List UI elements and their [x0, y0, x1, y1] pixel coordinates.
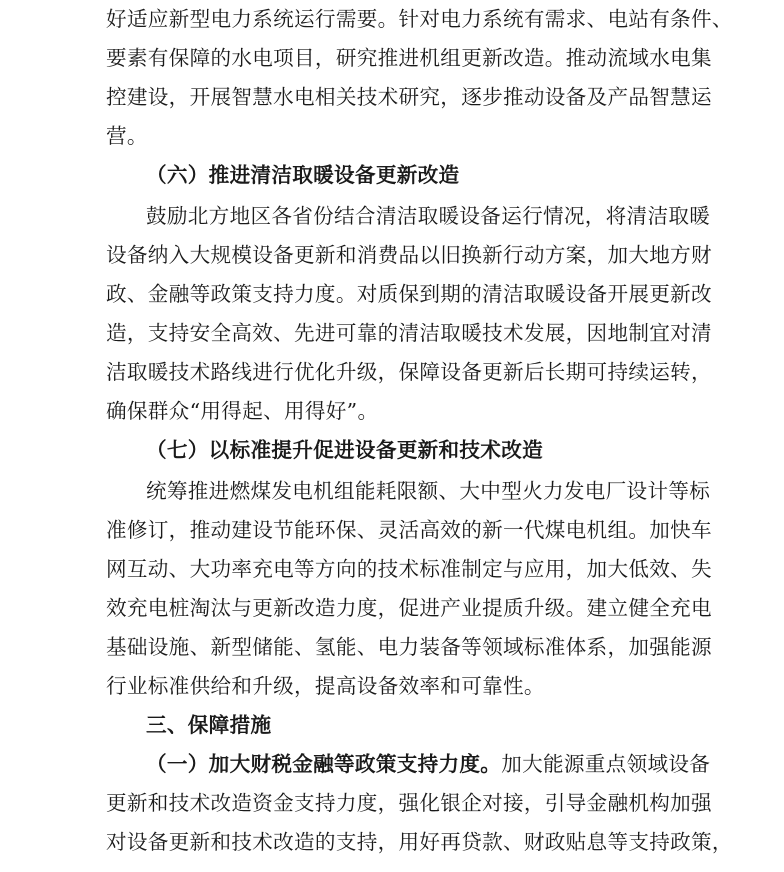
section-heading: 三、保障措施 — [146, 713, 272, 737]
body-line: 行业标准供给和升级，提高设备效率和可靠性。 — [106, 674, 545, 698]
body-line: 基础设施、新型储能、氢能、电力装备等领域标准体系，加强能源 — [106, 635, 712, 659]
body-line: 设备纳入大规模设备更新和消费品以旧换新行动方案，加大地方财 — [106, 243, 712, 267]
subsection-heading: （七）以标准提升促进设备更新和技术改造 — [146, 438, 543, 462]
body-line — [146, 751, 784, 777]
body-line: 营。 — [106, 124, 148, 148]
body-line: 政、金融等政策支持力度。对质保到期的清洁取暖设备开展更新改 — [106, 282, 712, 306]
body-line: 更新和技术改造资金支持力度，强化银企对接，引导金融机构加强 — [106, 791, 712, 815]
body-line: 好适应新型电力系统运行需要。针对电力系统有需求、电站有条件、 — [106, 7, 733, 31]
body-line: 造，支持安全高效、先进可靠的清洁取暖技术发展，因地制宜对清 — [106, 321, 712, 345]
lead-rest: 加大能源重点领域设备 — [501, 752, 711, 776]
body-line: 效充电桩淘汰与更新改造力度，促进产业提质升级。建立健全充电 — [106, 596, 712, 620]
body-line: 准修订，推动建设节能环保、灵活高效的新一代煤电机组。加快车 — [106, 518, 712, 542]
body-line: 网互动、大功率充电等方向的技术标准制定与应用，加大低效、失 — [106, 557, 712, 581]
body-line: 鼓励北方地区各省份结合清洁取暖设备运行情况，将清洁取暖 — [146, 204, 711, 228]
body-line: 对设备更新和技术改造的支持，用好再贷款、财政贴息等支持政策， — [106, 830, 733, 854]
subsection-heading: （六）推进清洁取暖设备更新改造 — [146, 163, 460, 187]
body-line: 确保群众“用得起、用得好”。 — [106, 399, 379, 423]
body-line: 统筹推进燃煤发电机组能耗限额、大中型火力发电厂设计等标 — [146, 479, 711, 503]
body-line: 洁取暖技术路线进行优化升级，保障设备更新后长期可持续运转， — [106, 360, 712, 384]
body-line: 控建设，开展智慧水电相关技术研究，逐步推动设备及产品智慧运 — [106, 85, 712, 109]
body-line: 要素有保障的水电项目，研究推进机组更新改造。推动流域水电集 — [106, 46, 712, 70]
lead-phrase: （一）加大财税金融等政策支持力度。 — [146, 752, 502, 776]
